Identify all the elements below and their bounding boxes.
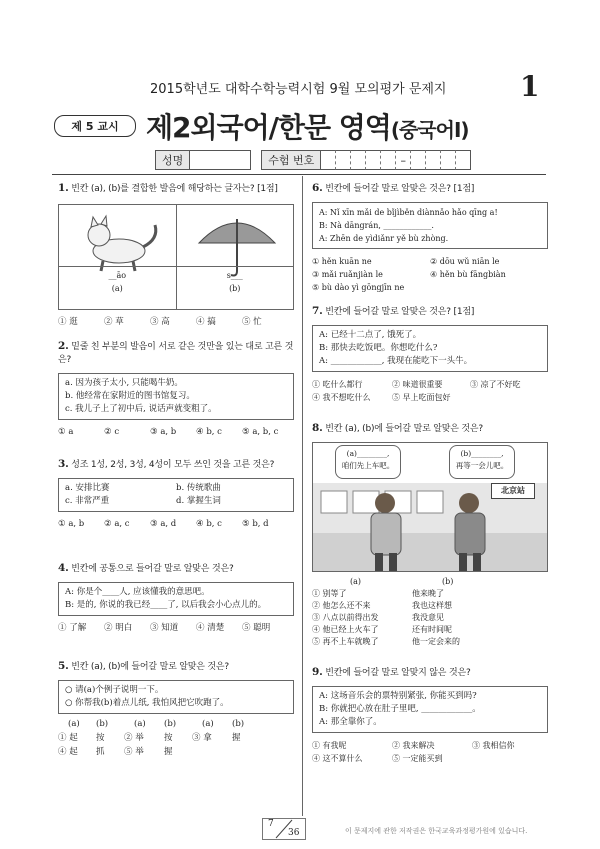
exam-no-cell[interactable] <box>441 150 456 170</box>
header-rule <box>52 174 546 175</box>
q2-option[interactable]: ④ b, c <box>196 427 222 437</box>
q5-option[interactable]: ② 举 <box>124 733 144 743</box>
q1-option[interactable]: ① 逛 <box>58 317 78 327</box>
q5-box: ○ 请(a)个例子说明一下。 ○ 你帮我(b)着点儿纸, 我怕风把它吹跑了。 <box>58 680 294 714</box>
q2-option[interactable]: ① a <box>58 427 74 437</box>
page-counter <box>262 818 306 840</box>
q2-box: a. 因为孩子太小, 只能喝牛奶。 b. 他经常在家附近的图书馆复习。 c. 我儿子上了初中后, 说话声就变粗了。 <box>58 373 294 420</box>
q1-option[interactable]: ③ 高 <box>150 317 170 327</box>
id-row <box>155 150 471 170</box>
q1-a-blank: __āo <box>108 271 127 280</box>
q4-option[interactable]: ① 了解 <box>58 623 87 633</box>
q9-option[interactable]: ⑤ 一定能买到 <box>392 754 443 763</box>
exam-no-cell[interactable] <box>411 150 426 170</box>
question-8: 8. 빈칸 (a), (b)에 들어갈 말로 알맞은 것은? (a)________, 咱们先上车吧。 (b)________, 再等一会儿吧。 北京站 (a) (b) ① 别等了 他来晚了 ② 他怎么还不来 我也这样想 ③ 八点以前得出发 我没意见 ④ 他已经上火车了 还有时间呢 ⑤ 再不上车就晚了 他一定会来的 <box>312 422 548 648</box>
q6-option[interactable]: ④ hěn bù fāngbiàn <box>430 270 506 279</box>
q5-option[interactable]: ④ 起 <box>58 747 78 757</box>
q5-option[interactable]: ③ 拿 <box>192 733 212 743</box>
q5-option[interactable]: ⑤ 举 <box>124 747 144 757</box>
q6-option[interactable]: ② dōu wǔ niān le <box>430 257 500 266</box>
q8-illustration <box>312 442 548 572</box>
exam-no-dash: – <box>396 150 411 170</box>
question-4: 4. 빈칸에 공통으로 들어갈 말로 알맞은 것은? A: 你是个____人, 应该懂我的意思吧。 B: 是的, 你说的我已经____了, 以后我会小心点儿的。 ① 了解 ② 明白 ③ 知道 ④ 清楚 ⑤ 聪明 <box>58 562 294 635</box>
q7-option[interactable]: ② 味道很重要 <box>392 380 443 389</box>
q9-option[interactable]: ② 我来解决 <box>392 741 435 750</box>
q4-option[interactable]: ② 明白 <box>104 623 133 633</box>
question-1: 1. 빈칸 (a), (b)를 결합한 발음에 해당하는 글자는? [1점] __āo (a) s___ (b) ① 逛 ② 草 ③ 高 ④ 搞 ⑤ 忙 <box>58 182 294 329</box>
umbrella-picture <box>177 205 294 309</box>
exam-no-cell[interactable] <box>426 150 441 170</box>
q6-option[interactable]: ① hěn kuān ne <box>312 257 372 266</box>
q4-option[interactable]: ④ 清楚 <box>196 623 225 633</box>
q3-option[interactable]: ② a, c <box>104 519 130 529</box>
q7-option[interactable]: ③ 凉了不好吃 <box>470 380 521 389</box>
question-7: 7. 빈칸에 들어갈 말로 알맞은 것은? [1점] A: 已经十二点了, 饿死了。 B: 那快去吃饭吧。你想吃什么? A: ____________, 我现在能吃下一头牛。 ① 吃什么都行 ② 味道很重要 ③ 凉了不好吃 ④ 我不想吃什么 ⑤ 早上吃面包好 <box>312 305 548 404</box>
exam-no-cell[interactable] <box>351 150 366 170</box>
q9-option[interactable]: ① 有我呢 <box>312 741 347 750</box>
q7-option[interactable]: ① 吃什么都行 <box>312 380 363 389</box>
exam-no-cell[interactable] <box>366 150 381 170</box>
q6-option[interactable]: ③ mǎi ruǎnjiàn le <box>312 270 383 279</box>
question-2: 2. 밑줄 친 부분의 발음이 서로 같은 것만을 있는 대로 고른 것은? a. 因为孩子太小, 只能喝牛奶。 b. 他经常在家附近的图书馆复习。 c. 我儿子上了初中后, 说话声就变粗了。 ① a ② c ③ a, b ④ b, c ⑤ a, b, c <box>58 340 294 437</box>
q4-option[interactable]: ⑤ 聪明 <box>242 623 271 633</box>
q7-option[interactable]: ⑤ 早上吃面包好 <box>392 393 451 402</box>
q5-option[interactable]: ① 起 <box>58 733 78 743</box>
q4-box: A: 你是个____人, 应该懂我的意思吧。 B: 是的, 你说的我已经____了, 以后我会小心点儿的。 <box>58 582 294 616</box>
q8-option[interactable]: ③ 八点以前得出发 <box>312 613 379 622</box>
page-current: 7 <box>268 819 274 829</box>
subject-title <box>146 106 469 146</box>
q4-option[interactable]: ③ 知道 <box>150 623 179 633</box>
q7-box: A: 已经十二点了, 饿死了。 B: 那快去吃饭吧。你想吃什么? A: ____________, 我现在能吃下一头牛。 <box>312 325 548 372</box>
q9-box: A: 这场音乐会的票特别紧张, 你能买到吗? B: 你就把心放在肚子里吧, ____________。 A: 那全靠你了。 <box>312 686 548 733</box>
exam-no-label: 수험 번호 <box>261 150 321 170</box>
exam-no-cell[interactable] <box>456 150 471 170</box>
q9-option[interactable]: ④ 这不算什么 <box>312 754 363 763</box>
q3-option[interactable]: ① a, b <box>58 519 85 529</box>
exam-title: 2015학년도 대학수학능력시험 9월 모의평가 문제지 <box>150 82 447 97</box>
q7-option[interactable]: ④ 我不想吃什么 <box>312 393 371 402</box>
q8-option[interactable]: ② 他怎么还不来 <box>312 601 371 610</box>
q9-option[interactable]: ③ 我相信你 <box>472 741 515 750</box>
subject-main: 제2외국어/한문 영역 <box>146 111 391 144</box>
q2-option[interactable]: ② c <box>104 427 120 437</box>
q2-option[interactable]: ③ a, b <box>150 427 177 437</box>
page-total: 36 <box>288 828 300 838</box>
column-divider <box>302 176 303 816</box>
q1-option[interactable]: ② 草 <box>104 317 124 327</box>
q3-option[interactable]: ⑤ b, d <box>242 519 269 529</box>
speech-bubble-a: (a)________, 咱们先上车吧。 <box>335 445 401 479</box>
exam-no-cell[interactable] <box>321 150 336 170</box>
session-badge: 제 5 교시 <box>54 115 136 137</box>
name-label: 성명 <box>155 150 190 170</box>
speech-bubble-b: (b)________, 再等一会儿吧。 <box>449 445 515 479</box>
copyright-note: 이 문제지에 관한 저작권은 한국교육과정평가원에 있습니다. <box>345 827 528 835</box>
cat-picture <box>59 205 177 309</box>
q1-a-label: (a) <box>111 284 123 293</box>
page-number-top: 1 <box>520 70 540 103</box>
question-9: 9. 빈칸에 들어갈 말로 알맞지 않은 것은? A: 这场音乐会的票特别紧张, 你能买到吗? B: 你就把心放在肚子里吧, ____________。 A: 那全靠你了。 ① 有我呢 ② 我来解决 ③ 我相信你 ④ 这不算什么 ⑤ 一定能买到 <box>312 666 548 765</box>
q1-b-label: (b) <box>229 284 241 293</box>
question-3: 3. 성조 1성, 2성, 3성, 4성이 모두 쓰인 것을 고른 것은? a. 安排比赛 b. 传统歌曲 c. 非常严重 d. 掌握生词 ① a, b ② a, c ③ a, d ④ b, c ⑤ b, d <box>58 458 294 531</box>
q2-option[interactable]: ⑤ a, b, c <box>242 427 279 437</box>
q6-option[interactable]: ⑤ bù dào yì gōngjīn ne <box>312 283 405 292</box>
exam-no-cell[interactable] <box>381 150 396 170</box>
q6-box: A: Nǐ xīn mǎi de bǐjìběn diànnǎo hǎo qīng a! B: Nà dāngrán, ____________. A: Zhēn de yìdiǎnr yě bù zhòng. <box>312 202 548 249</box>
exam-no-cell[interactable] <box>336 150 351 170</box>
q3-option[interactable]: ④ b, c <box>196 519 222 529</box>
question-6: 6. 빈칸에 들어갈 말로 알맞은 것은? [1점] A: Nǐ xīn mǎi de bǐjìběn diànnǎo hǎo qīng a! B: Nà dāngrán, ____________. A: Zhēn de yìdiǎnr yě bù zhòng. ① hěn kuān ne ② dōu wǔ niān le ③ mǎi ruǎnjiàn le ④ hěn bù fāngbiàn ⑤ bù dào yì gōngjīn ne <box>312 182 548 294</box>
q1-option[interactable]: ⑤ 忙 <box>242 317 262 327</box>
question-5: 5. 빈칸 (a), (b)에 들어갈 말로 알맞은 것은? ○ 请(a)个例子说明一下。 ○ 你帮我(b)着点儿纸, 我怕风把它吹跑了。 (a) (b) (a) (b) (a) (b) ① 起 按 ② 举 按 ③ 拿 握 ④ 起 抓 ⑤ 举 握 <box>58 660 294 759</box>
q3-box: a. 安排比赛 b. 传统歌曲 c. 非常严重 d. 掌握生词 <box>58 478 294 512</box>
q8-option[interactable]: ① 别等了 <box>312 589 347 598</box>
q3-option[interactable]: ③ a, d <box>150 519 177 529</box>
station-sign: 北京站 <box>491 483 535 499</box>
q8-option[interactable]: ④ 他已经上火车了 <box>312 625 379 634</box>
q1-option[interactable]: ④ 搞 <box>196 317 216 327</box>
subject-sub: (중국어Ⅰ) <box>390 118 469 142</box>
name-field[interactable] <box>190 150 251 170</box>
q8-option[interactable]: ⑤ 再不上车就晚了 <box>312 637 379 646</box>
q1-b-blank: s___ <box>226 271 243 280</box>
